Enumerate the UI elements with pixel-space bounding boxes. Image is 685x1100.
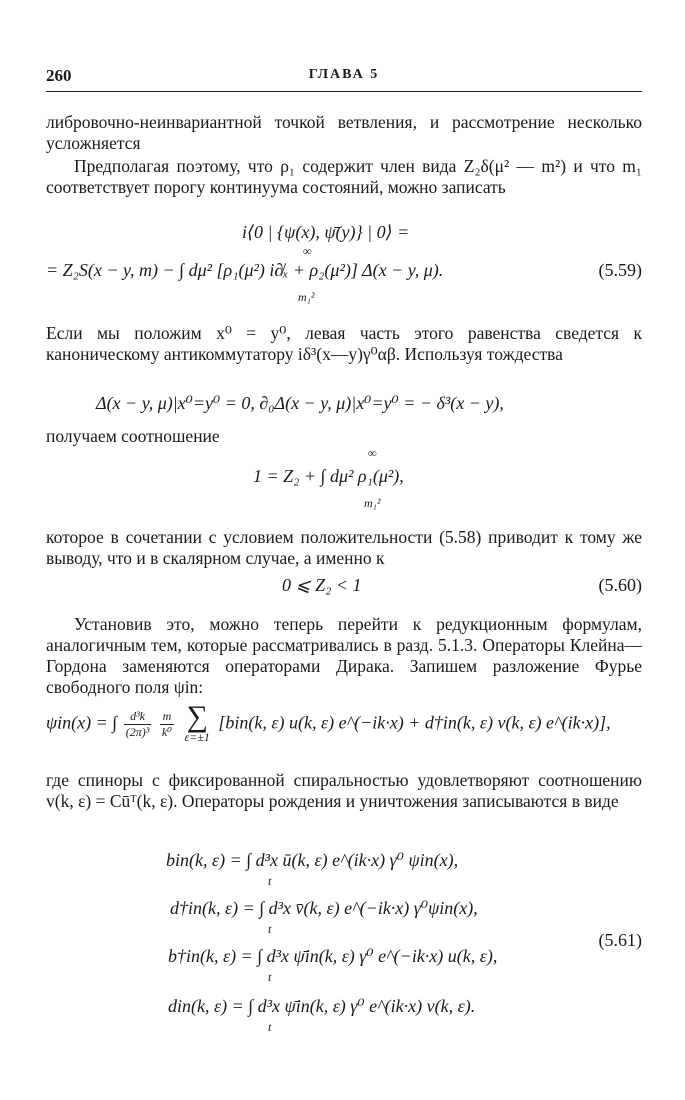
fourier-fraction-1 bbox=[124, 709, 152, 740]
relation-lower-limit: m₁² bbox=[364, 496, 381, 510]
page-number: 260 bbox=[46, 66, 72, 85]
eq-5-59-line2: = Z₂S(x − y, m) − ∫ dμ² [ρ₁(μ²) i∂̸ₓ + ρ₂(μ²)] Δ(x − y, μ). bbox=[46, 260, 444, 280]
eq-5-59-upper-limit: ∞ bbox=[303, 244, 312, 258]
fourier-frac2-num: m bbox=[160, 709, 174, 725]
eq-5-60: 0 ⩽ Z₂ < 1 bbox=[282, 575, 362, 595]
relation-equation: 1 = Z₂ + ∫ dμ² ρ₁(μ²), bbox=[253, 466, 404, 486]
eq-5-61-line4: din(k, ε) = ∫ d³x ψ̄in(k, ε) γ⁰ e^(ik·x) v(k, ε). bbox=[168, 996, 476, 1016]
paragraph-4: получаем соотношение bbox=[46, 426, 220, 446]
eq-5-59-line1: i⟨0 | {ψ(x), ψ̄(y)} | 0⟩ = bbox=[242, 222, 410, 242]
relation-upper-limit: ∞ bbox=[368, 446, 377, 460]
paragraph-6: Установив это, можно теперь перейти к редукционным формулам, аналогичным тем, которые рассматривались в разд. 5.1.3. Операторы Клейна—Гордона заменяются операторами Дирака. Запишем разложение Фурье свободного поля ψin: bbox=[46, 614, 642, 697]
eq-5-59-number: (5.59) bbox=[598, 260, 642, 280]
eq-5-61-sub-2: t bbox=[268, 922, 272, 936]
fourier-frac2-den: k⁰ bbox=[161, 725, 172, 739]
book-page bbox=[46, 0, 642, 1100]
fourier-lhs: ψin(x) = ∫ bbox=[46, 712, 118, 733]
fourier-expansion bbox=[46, 700, 611, 745]
paragraph-2: Предполагая поэтому, что ρ₁ содержит член вида Z₂δ(μ² — m²) и что m₁ соответствует порогу континуума состояний, можно записать bbox=[46, 156, 642, 197]
eq-5-61-line3: b†in(k, ε) = ∫ d³x ψ̄in(k, ε) γ⁰ e^(−ik·x) u(k, ε), bbox=[168, 946, 498, 966]
eq-5-61-line1: bin(k, ε) = ∫ d³x ū(k, ε) e^(ik·x) γ⁰ ψin(x), bbox=[166, 850, 459, 870]
fourier-rhs: [bin(k, ε) u(k, ε) e^(−ik·x) + d†in(k, ε) v(k, ε) e^(ik·x)], bbox=[218, 712, 611, 733]
eq-5-59-lower-limit: m₁² bbox=[298, 290, 315, 304]
fourier-frac1-den: (2π)³ bbox=[125, 725, 150, 739]
eq-5-61-line2: d†in(k, ε) = ∫ d³x v̄(k, ε) e^(−ik·x) γ⁰ψin(x), bbox=[170, 898, 478, 918]
fourier-sum bbox=[184, 700, 210, 745]
fourier-fraction-2 bbox=[160, 709, 174, 740]
fourier-frac1-num: d³k bbox=[124, 709, 152, 725]
running-head: ГЛАВА 5 bbox=[308, 67, 380, 82]
paragraph-7: где спиноры с фиксированной спиральностью удовлетворяют соотношению v(k, ε) = Cūᵀ(k, ε). Операторы рождения и уничтожения записываются в виде bbox=[46, 770, 642, 811]
sum-sign: ∑ bbox=[186, 700, 208, 733]
eq-5-61-number: (5.61) bbox=[598, 930, 642, 950]
paragraph-5: которое в сочетании с условием положительности (5.58) приводит к тому же выводу, что и в скалярном случае, а именно к bbox=[46, 527, 642, 568]
header-rule bbox=[46, 91, 642, 92]
eq-5-61-sub-1: t bbox=[268, 874, 272, 888]
eq-5-61-sub-3: t bbox=[268, 970, 272, 984]
sum-subscript: ε=±1 bbox=[184, 730, 210, 744]
paragraph-1: либровочно-неинвариантной точкой ветвления, и рассмотрение несколько усложняется bbox=[46, 112, 642, 153]
eq-5-61-sub-4: t bbox=[268, 1020, 272, 1034]
eq-5-60-number: (5.60) bbox=[598, 575, 642, 595]
paragraph-3: Если мы положим x⁰ = y⁰, левая часть этого равенства сведется к каноническому антикоммутатору iδ³(x—y)γ⁰αβ. Используя тождества bbox=[46, 323, 642, 364]
page-header bbox=[46, 66, 642, 88]
identities-equation: Δ(x − y, μ)|x⁰=y⁰ = 0, ∂₀Δ(x − y, μ)|x⁰=y⁰ = − δ³(x − y), bbox=[96, 393, 504, 413]
